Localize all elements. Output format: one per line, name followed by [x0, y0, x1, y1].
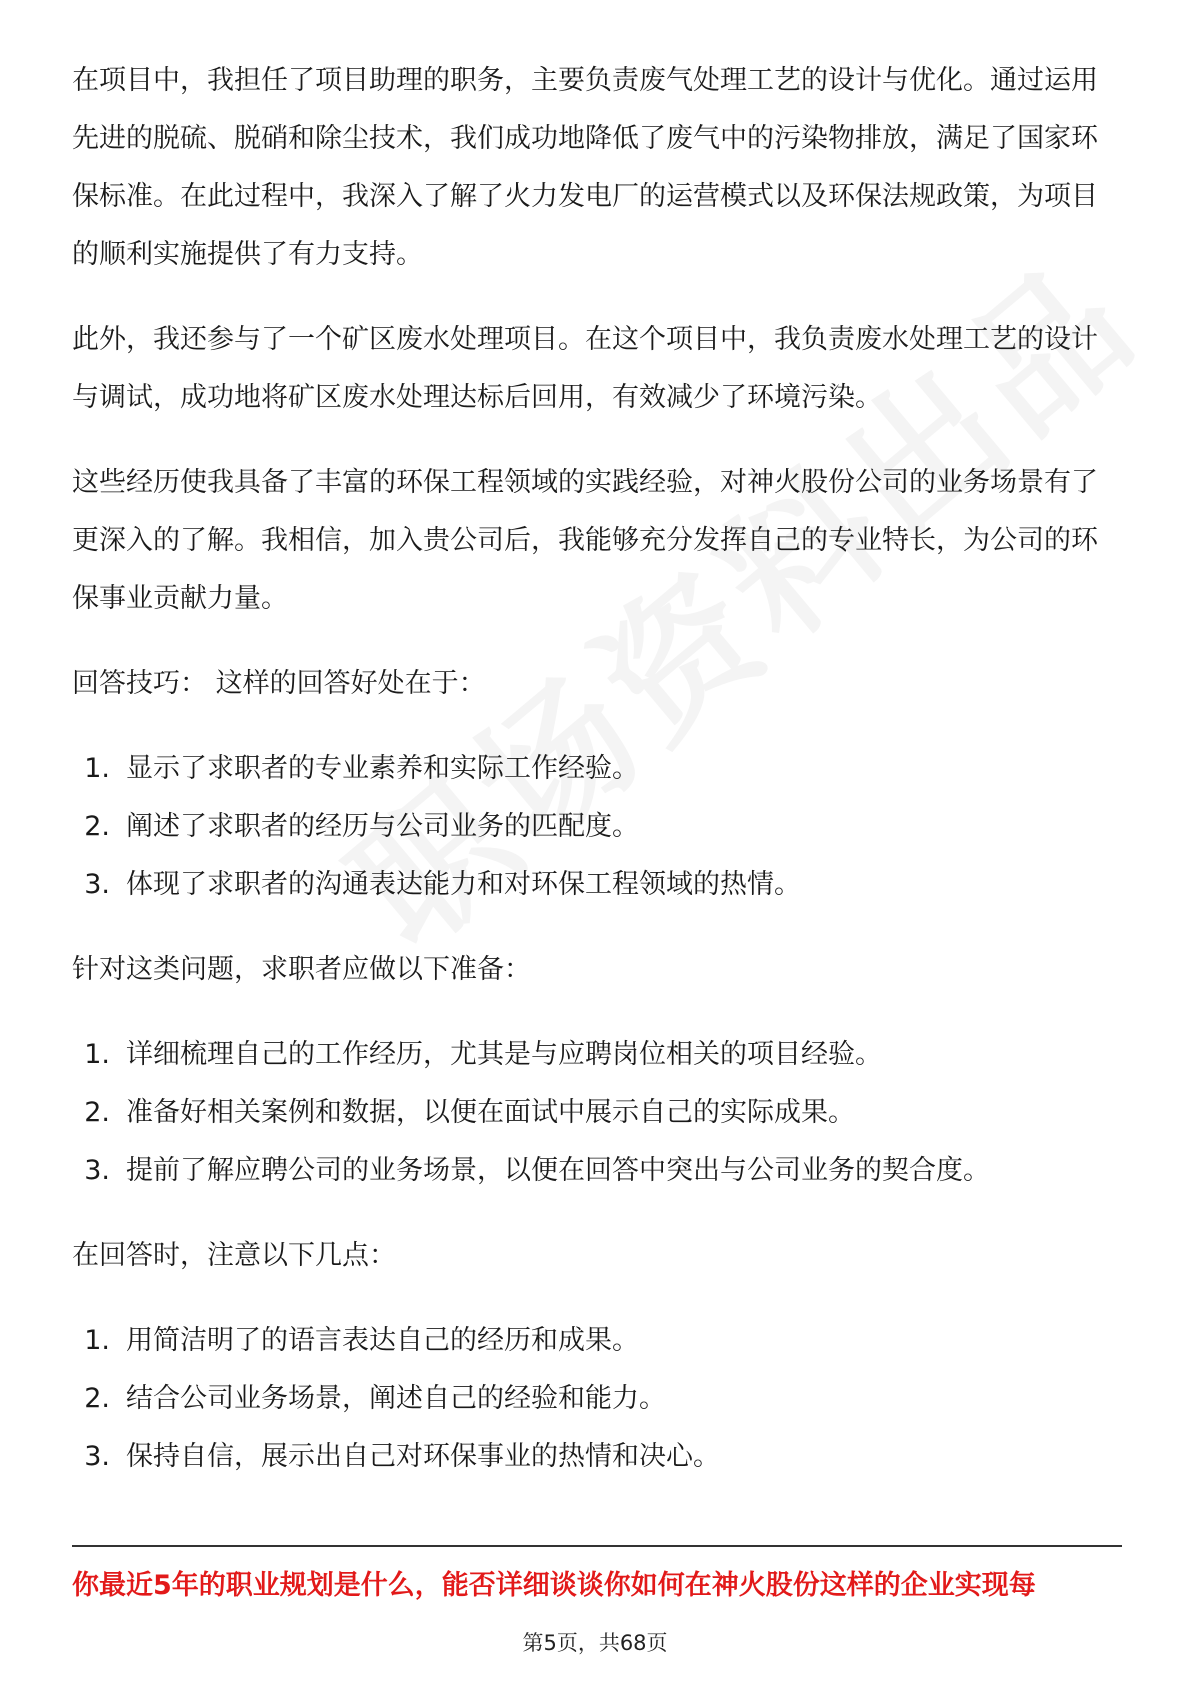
list-text: 详细梳理自己的工作经历，尤其是与应聘岗位相关的项目经验。 [126, 1039, 882, 1070]
prep-heading: 针对这类问题，求职者应做以下准备： [72, 954, 531, 985]
next-question-heading: 你最近5年的职业规划是什么，能否详细谈谈你如何在神火股份这样的企业实现每 [72, 1570, 1036, 1601]
paragraph-project-assistant: 在项目中，我担任了项目助理的职务，主要负责废气处理工艺的设计与优化。通过运用先进的脱硫、脱硝和除尘技术，我们成功地降低了废气中的污染物排放，满足了国家环保标准。在此过程中，我深入了解了火力发电厂的运营模式以及环保法规政策，为项目的顺利实施提供了有力支持。 [72, 65, 1098, 270]
list-text: 体现了求职者的沟通表达能力和对环保工程领域的热情。 [126, 869, 801, 900]
list-text: 阐述了求职者的经历与公司业务的匹配度。 [126, 811, 639, 842]
paragraph-experience-summary: 这些经历使我具备了丰富的环保工程领域的实践经验，对神火股份公司的业务场景有了更深入的了解。我相信，加入贵公司后，我能够充分发挥自己的专业特长，为公司的环保事业贡献力量。 [72, 467, 1098, 614]
list-text: 用简洁明了的语言表达自己的经历和成果。 [126, 1325, 639, 1356]
notes-heading: 在回答时，注意以下几点： [72, 1240, 396, 1271]
list-item [72, 1312, 1122, 1370]
list-item [72, 1370, 1122, 1428]
list-item [72, 1428, 1122, 1486]
list-number: 1. [84, 1325, 110, 1356]
tips-heading: 回答技巧： 这样的回答好处在于： [72, 668, 486, 699]
list-item [72, 1084, 1122, 1142]
list-text: 保持自信，展示出自己对环保事业的热情和决心。 [126, 1441, 720, 1472]
list-number: 2. [84, 1097, 110, 1128]
list-number: 2. [84, 1383, 110, 1414]
section-divider [72, 1545, 1122, 1547]
list-number: 3. [84, 1155, 110, 1186]
page-content [72, 52, 1122, 1513]
notes-list [72, 1312, 1122, 1486]
list-item [72, 1026, 1122, 1084]
list-text: 显示了求职者的专业素养和实际工作经验。 [126, 753, 639, 784]
prep-list [72, 1026, 1122, 1200]
list-text: 结合公司业务场景，阐述自己的经验和能力。 [126, 1383, 666, 1414]
list-item [72, 740, 1122, 798]
list-number: 1. [84, 1039, 110, 1070]
page-number-footer: 第5页，共68页 [522, 1631, 668, 1655]
tips-list [72, 740, 1122, 914]
list-item [72, 798, 1122, 856]
list-number: 3. [84, 1441, 110, 1472]
list-text: 提前了解应聘公司的业务场景，以便在回答中突出与公司业务的契合度。 [126, 1155, 990, 1186]
list-item [72, 856, 1122, 914]
list-number: 1. [84, 753, 110, 784]
list-text: 准备好相关案例和数据，以便在面试中展示自己的实际成果。 [126, 1097, 855, 1128]
paragraph-wastewater-project: 此外，我还参与了一个矿区废水处理项目。在这个项目中，我负责废水处理工艺的设计与调试，成功地将矿区废水处理达标后回用，有效减少了环境污染。 [72, 324, 1098, 413]
list-number: 2. [84, 811, 110, 842]
list-item [72, 1142, 1122, 1200]
list-number: 3. [84, 869, 110, 900]
